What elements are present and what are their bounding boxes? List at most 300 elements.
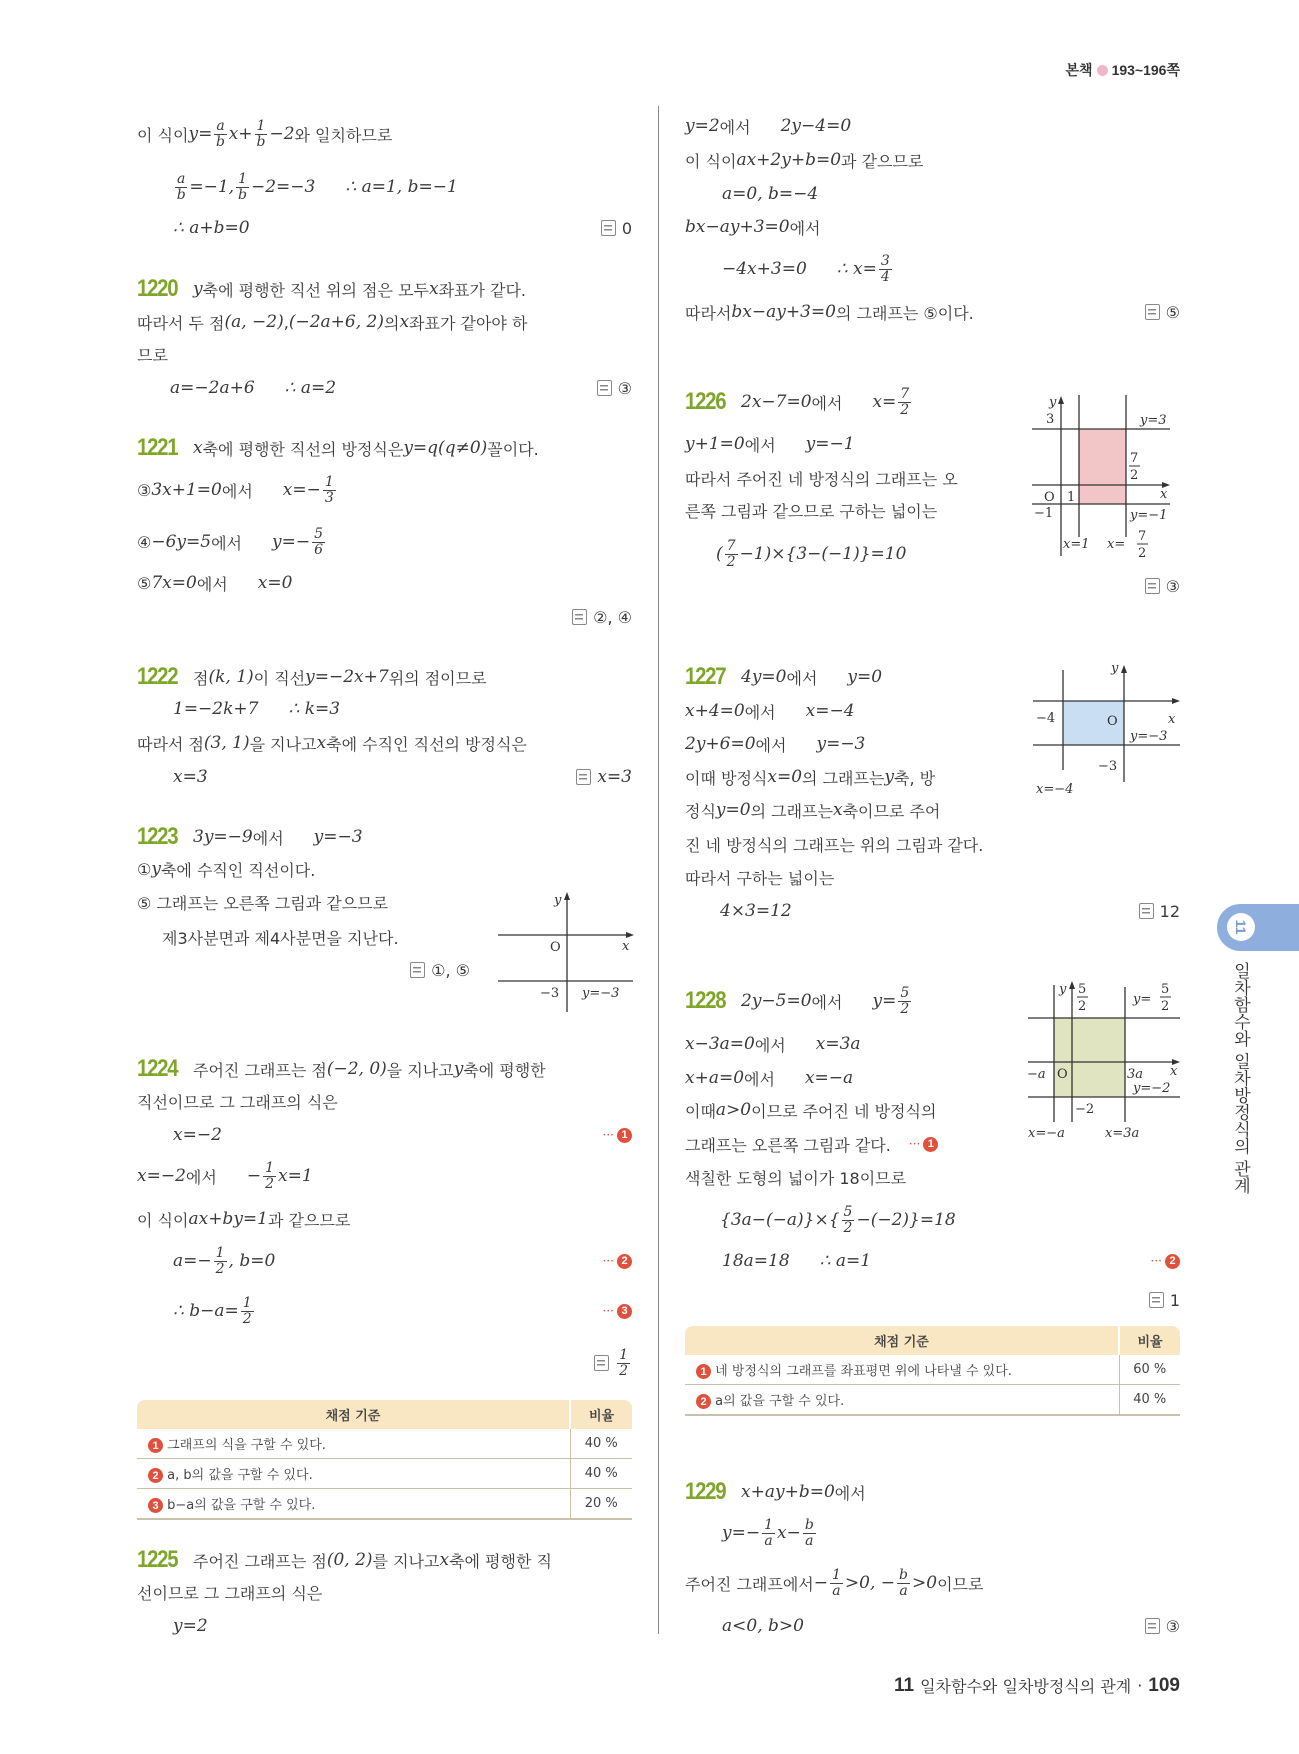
- text: 에서: [196, 574, 228, 594]
- header-label: 본책: [1065, 62, 1093, 78]
- answer: [1145, 297, 1180, 327]
- math-expression: (k, 1): [208, 667, 254, 687]
- tick-label: −a: [1027, 1067, 1046, 1082]
- math-expression: 2y+6=0: [685, 734, 756, 754]
- text-line: [685, 1162, 906, 1192]
- answer-icon: [1145, 304, 1160, 320]
- text: ,: [283, 312, 289, 332]
- text: 따라서 두 점: [137, 313, 225, 333]
- math-expression: −2: [269, 124, 295, 144]
- origin-label: O: [1107, 714, 1118, 729]
- math-expression: x=: [872, 392, 897, 412]
- math-expression: a=−2a+6: [170, 378, 255, 398]
- text: 따라서 구하는 넓이는: [685, 868, 835, 888]
- ratio: 60 %: [1119, 1355, 1180, 1385]
- step-marker-2: ··· 2: [1151, 1246, 1180, 1276]
- text: 색칠한 도형의 넓이가 18이므로: [685, 1168, 907, 1188]
- text: 따라서: [685, 303, 732, 323]
- table-row: [685, 1355, 1180, 1385]
- text: ②, ④: [593, 607, 632, 627]
- step-number: 2: [148, 1468, 163, 1483]
- axis-label-x: x: [1160, 487, 1168, 502]
- fraction: [898, 986, 911, 1017]
- text: 의 그래프는: [802, 768, 885, 788]
- text: 축에 평행한 직선 위의 점은 모두: [202, 280, 429, 300]
- text: 축, 방: [894, 768, 936, 788]
- text: 점: [193, 668, 209, 688]
- math-expression: {3a−(−a)}×{: [720, 1210, 840, 1230]
- math-expression: x+a=0: [685, 1068, 745, 1088]
- text-line: [722, 1518, 818, 1548]
- text: 에서: [744, 1069, 775, 1089]
- text-line: [137, 527, 327, 557]
- math-expression: (a, −2): [224, 312, 284, 332]
- text-line: [685, 1568, 983, 1598]
- denominator: a: [805, 1532, 814, 1549]
- footer-title: 일차함수와 일차방정식의 관계: [920, 1677, 1132, 1696]
- tick-label: 3a: [1127, 1067, 1144, 1082]
- frac-den: 2: [1078, 999, 1087, 1014]
- answer-icon: [576, 769, 591, 785]
- text: 정식: [685, 801, 716, 821]
- axis-label-y: y: [1049, 395, 1057, 410]
- math-expression: (3, 1): [203, 733, 250, 753]
- denominator: 2: [215, 1260, 225, 1277]
- text-line: [685, 212, 821, 242]
- text: 따라서 점: [137, 734, 204, 754]
- math-expression: x=−4: [805, 701, 855, 721]
- fraction: [897, 1568, 910, 1599]
- text: 을 지나고: [249, 734, 317, 754]
- text: 축에 평행한: [463, 1060, 546, 1080]
- ratio: 40 %: [1119, 1385, 1180, 1416]
- answer-icon: [594, 1355, 609, 1371]
- denominator: 2: [619, 1362, 628, 1379]
- math-expression: y=2: [173, 1616, 208, 1636]
- text-line: [722, 179, 818, 209]
- problem-number: 1220: [137, 275, 178, 302]
- ratio: 40 %: [570, 1429, 632, 1459]
- text-line: [137, 1161, 313, 1191]
- step-marker-3: ··· 3: [603, 1296, 632, 1326]
- scoring-table-1224: [137, 1400, 632, 1520]
- criteria-text: a의 값을 구할 수 있다.: [715, 1393, 845, 1409]
- step-marker-1: ··· 1: [603, 1120, 632, 1150]
- frac-num: 5: [1161, 982, 1170, 997]
- criteria-text: 네 방정식의 그래프를 좌표평면 위에 나타낼 수 있다.: [715, 1363, 1012, 1379]
- text: 좌표가 같다.: [438, 280, 527, 300]
- math-expression: x−: [777, 1523, 801, 1543]
- text: 에서: [744, 702, 776, 722]
- text-line: [137, 339, 168, 369]
- text-line: [685, 829, 983, 859]
- text-line: [137, 822, 363, 852]
- math-expression: x=−2: [137, 1166, 186, 1186]
- answer: [410, 955, 470, 985]
- text-line: [685, 111, 851, 141]
- fraction: [842, 1205, 855, 1236]
- text-line: [685, 1129, 938, 1159]
- numerator: b: [899, 1566, 908, 1583]
- problem-number: 1221: [137, 434, 178, 461]
- text: 축이므로 주어: [842, 801, 941, 821]
- text-line: [173, 1296, 256, 1326]
- criteria-text: 그래프의 식을 구할 수 있다.: [167, 1437, 326, 1453]
- step-number: 3: [148, 1498, 163, 1513]
- math-expression: y: [884, 767, 895, 787]
- graph-1223: [498, 890, 638, 1015]
- text: 축에 수직인 직선의 방정식은: [326, 734, 527, 754]
- text: ①, ⑤: [431, 960, 470, 980]
- math-expression: 4×3=12: [720, 901, 792, 921]
- page-header: [1066, 60, 1180, 80]
- text: 이 식이: [685, 151, 737, 171]
- text: 0: [621, 218, 632, 238]
- table-row: [137, 1459, 632, 1489]
- text: 에서: [252, 828, 284, 848]
- math-expression: x−3a=0: [685, 1034, 755, 1054]
- math-expression: 4y=0: [741, 667, 787, 687]
- axis-label-y: y: [554, 893, 562, 908]
- line-label: y=−2: [1133, 1081, 1171, 1096]
- answer: [601, 213, 632, 243]
- math-expression: y=−1: [805, 434, 855, 454]
- text-line: [685, 429, 855, 459]
- answer-icon: [572, 609, 587, 625]
- frac-den: 2: [1161, 999, 1170, 1014]
- math-expression: bx−ay+3=0: [685, 217, 790, 237]
- criteria-text: b−a의 값을 구할 수 있다.: [167, 1497, 316, 1513]
- denominator: a: [899, 1582, 908, 1599]
- math-expression: y: [151, 859, 161, 879]
- math-expression: a=−: [173, 1251, 212, 1271]
- answer: [576, 762, 632, 792]
- math-expression: y=2: [685, 116, 720, 136]
- denominator: 2: [726, 553, 736, 570]
- axis-label-y: y: [1111, 661, 1119, 676]
- text-line: [685, 986, 913, 1016]
- footer-sep: ·: [1137, 1676, 1143, 1695]
- math-expression: 3y=−9: [193, 827, 253, 847]
- text: 에서: [221, 481, 253, 501]
- answer-icon: [1145, 578, 1160, 594]
- fraction: [830, 1568, 843, 1599]
- text-line: [137, 1577, 322, 1607]
- math-expression: 2x−7=0: [741, 392, 812, 412]
- text-line: [137, 728, 527, 758]
- math-expression: ∴ a=1: [819, 1251, 872, 1271]
- step-number: 1: [617, 1128, 632, 1143]
- text: 에서: [811, 393, 843, 413]
- dot-icon: [1097, 65, 1108, 76]
- text-line: [716, 539, 906, 569]
- line-label: x=−4: [1036, 782, 1074, 795]
- text: ⑤: [137, 573, 152, 593]
- answer: [594, 1348, 632, 1378]
- table-row: [685, 1385, 1180, 1416]
- criteria-text: a, b의 값을 구할 수 있다.: [167, 1467, 313, 1483]
- text: ④: [137, 532, 152, 552]
- origin-label: O: [1057, 1067, 1068, 1082]
- math-expression: x=3a: [815, 1034, 861, 1054]
- frac-den: 2: [1138, 546, 1147, 561]
- chapter-tab[interactable]: [1217, 904, 1299, 951]
- answer-icon: [1139, 903, 1154, 919]
- math-expression: y=0: [715, 800, 751, 820]
- math-expression: x=3: [597, 767, 632, 787]
- text-line: [685, 1029, 861, 1059]
- text-line: [137, 307, 527, 337]
- numerator: 5: [314, 525, 324, 542]
- step-marker: ··· 1: [909, 1129, 938, 1159]
- line-label: x=3a: [1105, 1126, 1140, 1140]
- math-expression: x: [316, 733, 327, 753]
- text-line: [137, 1086, 338, 1116]
- denominator: b: [238, 186, 248, 203]
- answer-icon: [597, 380, 612, 396]
- text: 축에 평행한 직선의 방정식은: [202, 439, 404, 459]
- text-line: [137, 854, 315, 884]
- text: 주어진 그래프는 점: [193, 1551, 327, 1571]
- axis-label-x: x: [622, 939, 630, 954]
- line-label: x=−a: [1028, 1126, 1065, 1140]
- text: 그래프는 오른쪽 그림과 같다.: [685, 1135, 891, 1155]
- header-ratio: 비율: [570, 1400, 632, 1429]
- problem-number: 1225: [137, 1546, 178, 1573]
- text-line: [137, 1204, 350, 1234]
- text: 직선이므로 그 그래프의 식은: [137, 1092, 338, 1112]
- text: 의: [383, 313, 400, 333]
- line-label: y=−3: [1130, 729, 1168, 744]
- header-criteria: 채점 기준: [137, 1400, 570, 1429]
- text: 따라서 주어진 네 방정식의 그래프는 오: [685, 469, 958, 489]
- text: ③: [137, 480, 152, 500]
- shaded-region: [1079, 429, 1126, 504]
- denominator: 2: [265, 1175, 274, 1192]
- text-line: [685, 862, 834, 892]
- text: 축에 수직인 직선이다.: [160, 860, 316, 880]
- text: 와 일치하므로: [294, 125, 393, 145]
- math-expression: −4x+3=0: [722, 259, 807, 279]
- frac-num: 7: [1138, 529, 1147, 544]
- answer: [1145, 1611, 1180, 1641]
- math-expression: 7x=0: [151, 573, 197, 593]
- text: 이 직선: [253, 668, 306, 688]
- line-label: y=3: [1140, 413, 1167, 428]
- column-divider: [658, 106, 659, 1634]
- axis-label-y: y: [1059, 982, 1067, 997]
- text: 에서: [211, 533, 242, 553]
- math-expression: a<0, b>0: [722, 1616, 804, 1636]
- ratio: 40 %: [570, 1459, 632, 1489]
- fraction: [255, 119, 268, 150]
- line-label: y=−1: [1130, 508, 1168, 523]
- axis-label-x: x: [1168, 712, 1176, 727]
- math-expression: =−1,: [189, 177, 235, 197]
- text: 제3사분면과 제4사분면을 지난다.: [162, 928, 399, 948]
- math-expression: a=0, b=−4: [722, 184, 819, 204]
- math-expression: x=−: [282, 480, 321, 500]
- math-expression: x+4=0: [685, 701, 745, 721]
- denominator: b: [216, 133, 225, 150]
- text-line: [685, 1063, 853, 1093]
- math-expression: −: [246, 1166, 262, 1186]
- denominator: 2: [242, 1310, 252, 1327]
- text-line: [173, 213, 250, 243]
- line-label: y=: [1133, 992, 1152, 1007]
- frac-num: 5: [1078, 982, 1087, 997]
- fraction: [241, 1296, 254, 1327]
- fraction: [312, 527, 325, 558]
- text-line: [137, 568, 292, 598]
- math-expression: (−2a+6, 2): [288, 312, 384, 332]
- text-line: [685, 729, 865, 759]
- text-line: [685, 387, 913, 417]
- text: 과 같으므로: [267, 1210, 351, 1230]
- fraction: [175, 172, 187, 203]
- math-expression: x=−a: [804, 1068, 854, 1088]
- step-number: 1: [923, 1137, 938, 1152]
- tick-label: −4: [1036, 711, 1056, 726]
- text-line: [173, 1246, 275, 1276]
- text: 좌표가 같아야 하: [409, 313, 528, 333]
- math-expression: x=1: [278, 1166, 313, 1186]
- text: 이므로: [937, 1574, 984, 1594]
- text-line: [137, 433, 539, 463]
- text-line: [685, 145, 923, 175]
- fraction: [762, 1518, 775, 1549]
- text-line: [173, 1611, 208, 1641]
- text-line: [685, 1477, 866, 1507]
- text: 므로: [137, 345, 168, 365]
- tick-label: −3: [540, 986, 560, 1001]
- problem-number: 1224: [137, 1055, 178, 1082]
- math-expression: ∴ a+b=0: [173, 218, 250, 238]
- text-line: [137, 119, 392, 149]
- shaded-region: [1054, 1018, 1125, 1097]
- denominator: 6: [314, 541, 324, 558]
- text-line: [173, 762, 208, 792]
- text: ①: [137, 859, 152, 879]
- text-line: [162, 922, 399, 952]
- math-expression: x+: [228, 124, 253, 144]
- text-line: [137, 887, 388, 917]
- text-line: [685, 762, 935, 792]
- text: 과 같으므로: [841, 151, 924, 171]
- axis-label-x: x: [1170, 1064, 1178, 1079]
- numerator: 1: [265, 1159, 274, 1176]
- answer: [597, 373, 632, 403]
- math-expression: (0, 2): [326, 1550, 373, 1570]
- text: 주어진 그래프는 점: [193, 1060, 327, 1080]
- math-expression: x=−2: [173, 1125, 222, 1145]
- fraction: [617, 1348, 630, 1379]
- text: 에서: [834, 1483, 866, 1503]
- line-label: y=−3: [582, 986, 620, 1001]
- footer-chapter: 11: [894, 1674, 915, 1696]
- denominator: 2: [900, 1000, 910, 1017]
- math-expression: y=−: [722, 1523, 761, 1543]
- math-expression: ∴ x=: [836, 259, 877, 279]
- text-line: [685, 662, 882, 692]
- numerator: 1: [831, 1566, 841, 1583]
- math-expression: y=−3: [816, 734, 866, 754]
- text-line: [720, 896, 792, 926]
- math-expression: y: [453, 1059, 464, 1079]
- text-line: [685, 297, 974, 327]
- text-line: [137, 274, 526, 304]
- answer: [572, 602, 632, 632]
- math-expression: bx−ay+3=0: [731, 302, 836, 322]
- text: 주어진 그래프에서: [685, 1574, 814, 1594]
- fraction: [725, 539, 738, 570]
- fraction: [214, 119, 226, 150]
- numerator: 1: [242, 1294, 252, 1311]
- header-criteria: 채점 기준: [685, 1326, 1119, 1355]
- math-expression: y+1=0: [685, 434, 745, 454]
- denominator: 2: [843, 1219, 853, 1236]
- math-expression: ∴ b−a=: [173, 1301, 239, 1321]
- step-number: 2: [1165, 1254, 1180, 1269]
- numerator: a: [216, 117, 225, 134]
- text: 에서: [185, 1167, 217, 1187]
- text: ③: [1165, 576, 1180, 596]
- text: 에서: [786, 668, 818, 688]
- text: 이므로 주어진 네 방정식의: [751, 1101, 937, 1121]
- math-expression: y=q(q≠0): [403, 438, 488, 458]
- tick-label: −1: [1034, 506, 1054, 521]
- numerator: a: [177, 170, 186, 187]
- denominator: 2: [900, 401, 910, 418]
- frac-den: 2: [1130, 468, 1139, 483]
- text-line: [720, 1205, 956, 1235]
- header-ratio: 비율: [1119, 1326, 1180, 1355]
- numerator: 5: [843, 1203, 853, 1220]
- chapter-number: 11: [1227, 913, 1255, 941]
- text-line: [722, 1611, 804, 1641]
- problem-number: 1228: [685, 987, 726, 1014]
- answer: [1149, 1285, 1180, 1315]
- problem-number: 1226: [685, 388, 726, 415]
- numerator: 1: [764, 1516, 774, 1533]
- text-line: [170, 373, 336, 403]
- graph-1228: [1025, 975, 1190, 1140]
- math-expression: a>0: [715, 1100, 752, 1120]
- text: 에서: [789, 218, 821, 238]
- text: 에서: [744, 435, 776, 455]
- math-expression: y=−2x+7: [305, 667, 389, 687]
- fraction: [263, 1161, 276, 1192]
- math-expression: −: [813, 1573, 828, 1593]
- tick-label: −2: [1075, 1102, 1095, 1117]
- step-number: 3: [617, 1304, 632, 1319]
- text: 에서: [719, 117, 751, 137]
- line-label: x=: [1107, 537, 1126, 552]
- math-expression: >0, −: [844, 1573, 896, 1593]
- text-line: [173, 694, 340, 724]
- math-expression: x=0: [257, 573, 293, 593]
- table-row: [137, 1489, 632, 1520]
- answer: [1139, 896, 1180, 926]
- math-expression: 2y−4=0: [780, 116, 852, 136]
- answer: [1145, 571, 1180, 601]
- numerator: 1: [215, 1244, 225, 1261]
- numerator: 1: [256, 117, 266, 134]
- text: 진 네 방정식의 그래프는 위의 그림과 같다.: [685, 835, 984, 855]
- math-expression: >0: [912, 1573, 938, 1593]
- tick-label: 3: [1046, 412, 1055, 427]
- problem-number: 1229: [685, 1478, 726, 1505]
